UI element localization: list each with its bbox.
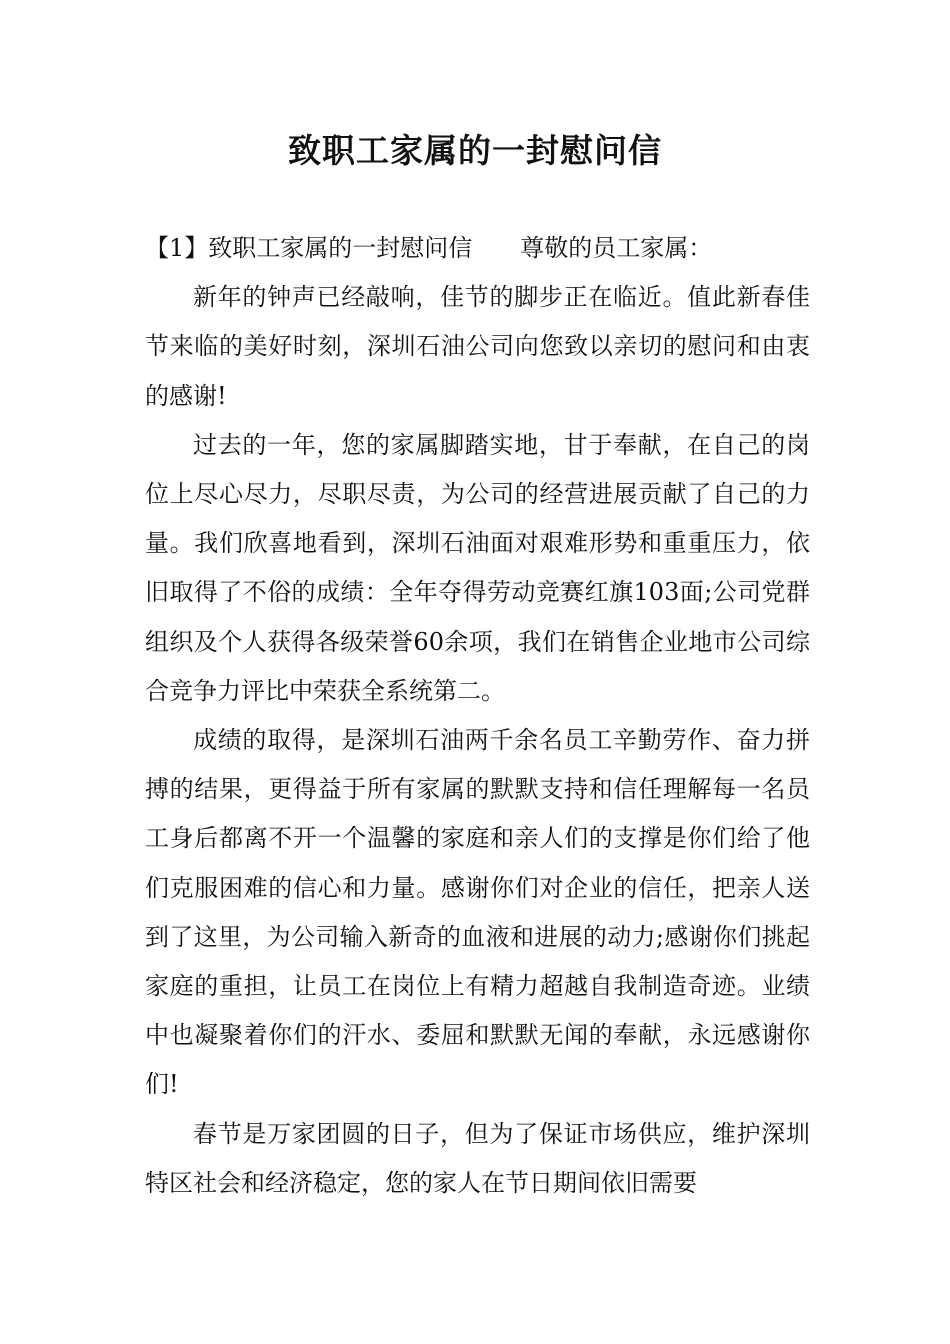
document-body bbox=[145, 224, 810, 1208]
document-title: 致职工家属的一封慰问信 bbox=[288, 131, 662, 170]
paragraph-1: 新年的钟声已经敲响，佳节的脚步正在临近。值此新春佳节来临的美好时刻，深圳石油公司向您致以亲切的慰问和由衷的感谢! bbox=[145, 283, 810, 410]
heading-line bbox=[145, 224, 810, 273]
letter-salutation: 尊敬的员工家属： bbox=[520, 234, 713, 262]
paragraph-4: 春节是万家团圆的日子，但为了保证市场供应，维护深圳特区社会和经济稳定，您的家人在节日期间依旧需要 bbox=[145, 1119, 810, 1197]
letter-heading: 【1】致职工家属的一封慰问信 bbox=[145, 234, 473, 262]
paragraph-3: 成绩的取得，是深圳石油两千余名员工辛勤劳作、奋力拼搏的结果，更得益于所有家属的默默支持和信任理解每一名员工身后都离不开一个温馨的家庭和亲人们的支撑是你们给了他们克服困难的信心和力量。感谢你们对企业的信任，把亲人送到了这里，为公司输入新奇的血液和进展的动力;感谢你们挑起家庭的重担，让员工在岗位上有精力超越自我制造奇迹。业绩中也凝聚着你们的汗水、委屈和默默无闻的奉献，永远感谢你们! bbox=[145, 726, 810, 1099]
paragraph-2: 过去的一年，您的家属脚踏实地，甘于奉献，在自己的岗位上尽心尽力，尽职尽责，为公司的经营进展贡献了自己的力量。我们欣喜地看到，深圳石油面对艰难形势和重重压力，依旧取得了不俗的成绩：全年夺得劳动竞赛红旗103面;公司党群组织及个人获得各级荣誉60余项，我们在销售企业地市公司综合竞争力评比中荣获全系统第二。 bbox=[145, 430, 810, 705]
